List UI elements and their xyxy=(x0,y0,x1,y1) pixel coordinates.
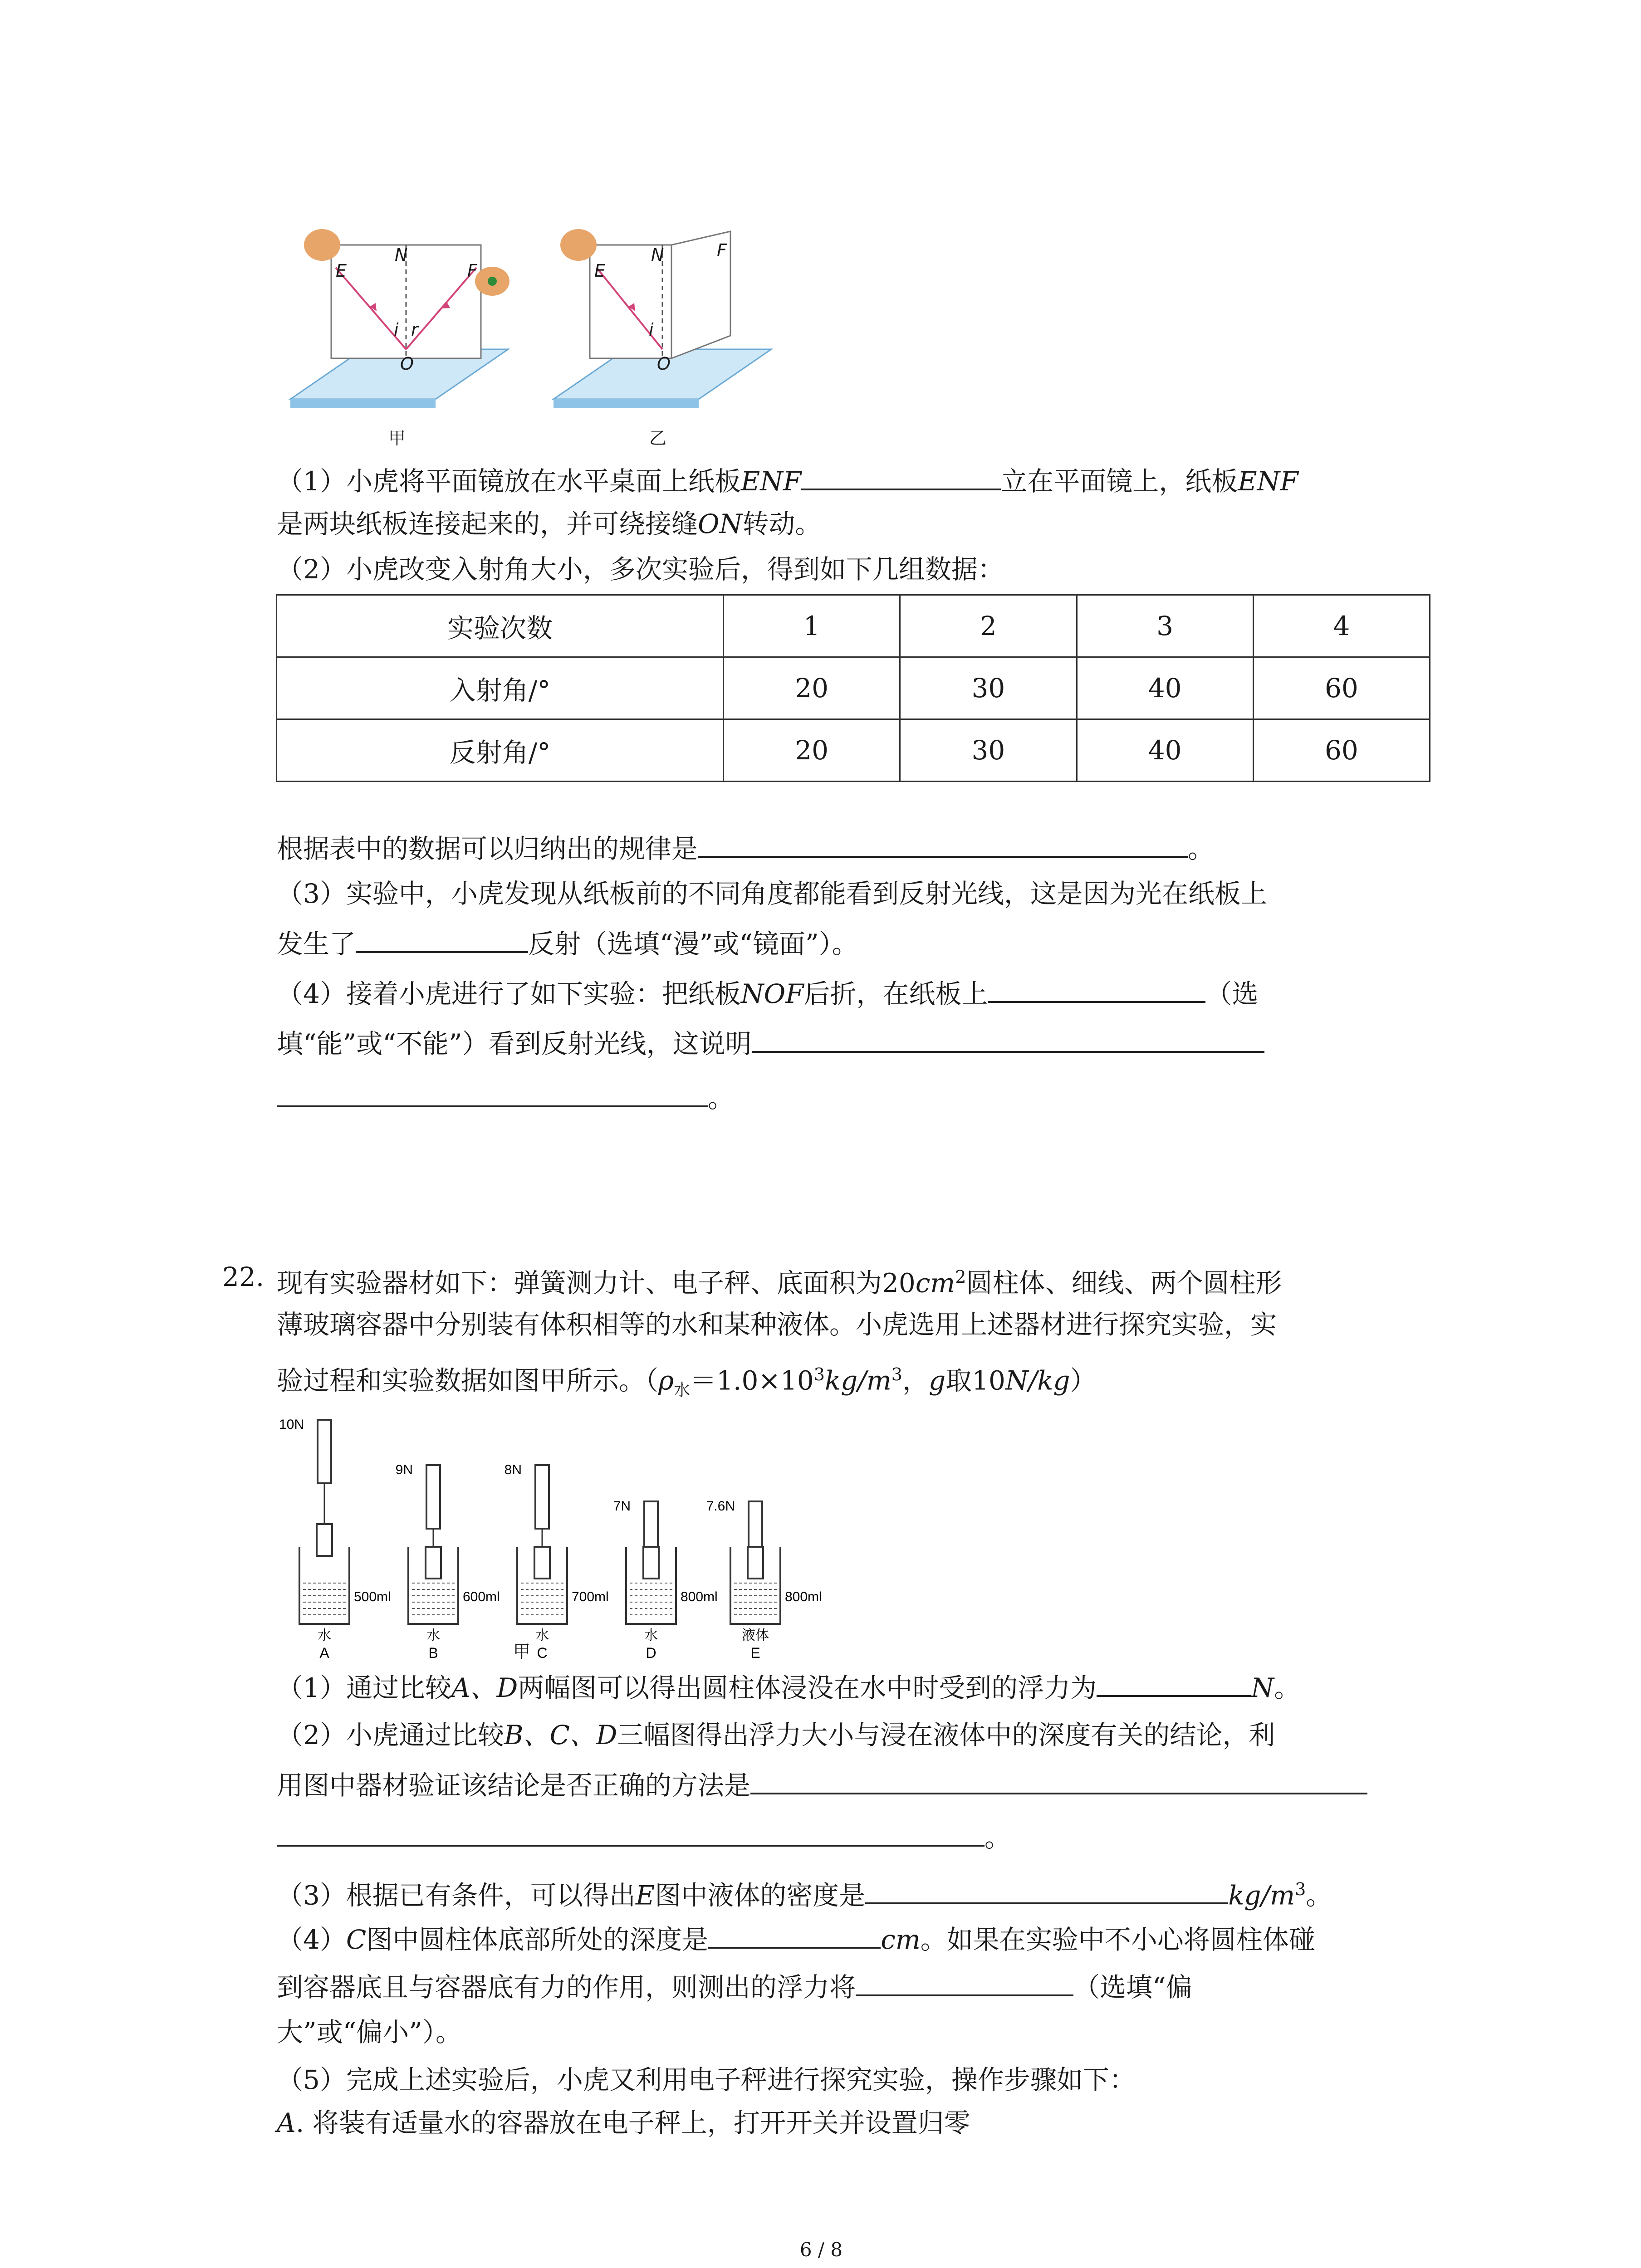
point-E-label: E xyxy=(594,261,606,281)
answer-blank-5-cont[interactable] xyxy=(277,1082,708,1107)
beaker-letter: B xyxy=(428,1645,438,1661)
q21-part4-line3: 。 xyxy=(277,1082,734,1114)
q21-part1-line1: （1）小虎将平面镜放在水平桌面上纸板ENF 立在平面镜上，纸板ENF xyxy=(277,466,1298,497)
volume-reading: 800ml xyxy=(785,1589,822,1604)
point-O-label: O xyxy=(657,354,671,374)
beaker-letter: C xyxy=(537,1645,548,1661)
volume-reading: 600ml xyxy=(463,1589,500,1604)
page-number: 6 / 8 xyxy=(799,2239,843,2261)
table-cell: 60 xyxy=(1253,657,1430,719)
force-reading: 10N xyxy=(279,1417,304,1432)
q22-part2-line3: 。 xyxy=(277,1821,1011,1853)
angle-i-label: i xyxy=(649,320,654,340)
force-reading: 8N xyxy=(504,1462,522,1477)
q22-part5: （5）完成上述实验后，小虎又利用电子秤进行探究实验，操作步骤如下： xyxy=(277,2064,1136,2095)
liquid-label: 液体 xyxy=(742,1628,769,1643)
table-cell: 实验次数 xyxy=(277,595,724,657)
table-cell: 30 xyxy=(900,719,1077,782)
table-cell: 30 xyxy=(900,657,1077,719)
q22-intro-line1: 现有实验器材如下：弹簧测力计、电子秤、底面积为$20cm^2$圆柱体、细线、两个圆柱形 xyxy=(277,1267,1282,1299)
spring-scale-icon xyxy=(535,1465,549,1529)
volume-reading: 800ml xyxy=(681,1589,718,1604)
table-cell: 40 xyxy=(1077,719,1253,782)
cylinder-icon xyxy=(534,1547,550,1579)
table-cell: 2 xyxy=(900,595,1077,657)
point-N-label: N xyxy=(395,245,408,265)
answer-blank-6[interactable] xyxy=(1097,1672,1251,1697)
answer-blank-3[interactable] xyxy=(356,928,528,953)
buoyancy-experiment-figure xyxy=(272,1411,826,1665)
q22-intro-line2: 薄玻璃容器中分别装有体积相等的水和某种液体。小虎选用上述器材进行探究实验，实 xyxy=(277,1309,1277,1340)
answer-blank-5[interactable] xyxy=(752,1027,1264,1053)
answer-blank-9[interactable] xyxy=(708,1923,881,1949)
table-cell: 1 xyxy=(724,595,900,657)
beaker-icon xyxy=(299,1547,349,1624)
cylinder-icon xyxy=(426,1547,441,1579)
table-header-row xyxy=(277,595,1430,657)
table-cell: 4 xyxy=(1253,595,1430,657)
spring-scale-icon xyxy=(426,1465,440,1529)
liquid-label: 水 xyxy=(318,1628,331,1643)
q22-number: 22. xyxy=(222,1261,265,1292)
beaker-diagram xyxy=(272,1411,826,1665)
q21-part3-line1: （3）实验中，小虎发现从纸板前的不同角度都能看到反射光线，这是因为光在纸板上 xyxy=(277,878,1267,909)
liquid-label: 水 xyxy=(426,1628,440,1643)
table-cell: 60 xyxy=(1253,719,1430,782)
mirror-figure-yi xyxy=(535,218,789,417)
beaker-letter: A xyxy=(319,1645,329,1661)
angle-r-label: r xyxy=(411,320,418,340)
q21-part1-line2: 是两块纸板连接起来的，并可绕接缝ON转动。 xyxy=(277,508,822,539)
beaker-letter: E xyxy=(750,1645,760,1661)
answer-blank-10[interactable] xyxy=(856,1971,1073,1996)
q22-part4-line2: 到容器底且与容器底有力的作用，则测出的浮力将 （选填“偏 xyxy=(277,1972,1192,2003)
answer-blank-1[interactable] xyxy=(801,465,1001,490)
table-cell: 3 xyxy=(1077,595,1253,657)
point-F-label: F xyxy=(717,240,727,260)
table-cell: 20 xyxy=(724,719,900,782)
q22-part4-line1: （4）C图中圆柱体底部所处的深度是 cm。如果在实验中不小心将圆柱体碰 xyxy=(277,1924,1315,1955)
cylinder-icon xyxy=(643,1547,659,1579)
table-cell: 入射角/° xyxy=(277,657,724,719)
table-cell: 20 xyxy=(724,657,900,719)
angle-i-label: i xyxy=(394,320,399,340)
figure-caption-jia: 甲 xyxy=(513,1642,530,1662)
q22-part2-line1: （2）小虎通过比较B、C、D三幅图得出浮力大小与浸在液体中的深度有关的结论，利 xyxy=(277,1720,1275,1750)
force-reading: 7N xyxy=(613,1499,631,1514)
force-reading: 9N xyxy=(395,1462,413,1477)
q22-intro-line3: 验过程和实验数据如图甲所示。（$\rho_水=1.0\times 10^3kg/m^3$，g取10N/kg） xyxy=(277,1364,1097,1399)
answer-blank-2[interactable] xyxy=(698,832,1188,858)
q22-part2-line2: 用图中器材验证该结论是否正确的方法是 xyxy=(277,1769,1367,1801)
table-cell: 反射角/° xyxy=(277,719,724,782)
q21-conclusion-line: 根据表中的数据可以归纳出的规律是 。 xyxy=(277,833,1215,864)
q22-part1: （1）通过比较A、D两幅图可以得出圆柱体浸没在水中时受到的浮力为 N。 xyxy=(277,1672,1301,1703)
point-N-label: N xyxy=(651,245,664,265)
liquid-label: 水 xyxy=(535,1628,549,1643)
volume-reading: 700ml xyxy=(572,1589,609,1604)
reflection-data-table xyxy=(276,594,1430,782)
answer-blank-4[interactable] xyxy=(988,978,1205,1003)
point-F-label: F xyxy=(467,261,477,281)
table-row xyxy=(277,719,1430,782)
q22-part3: （3）根据已有条件，可以得出E图中液体的密度是 $kg/m^3$。 xyxy=(277,1879,1332,1911)
figure-label-jia: 甲 xyxy=(388,428,406,448)
volume-reading: 500ml xyxy=(354,1589,391,1604)
q21-part2-intro: （2）小虎改变入射角大小，多次实验后，得到如下几组数据： xyxy=(277,554,1004,585)
spring-scale-icon xyxy=(318,1420,331,1483)
figure-label-yi: 乙 xyxy=(649,428,666,448)
q21-part4-line2: 填“能”或“不能”）看到反射光线，这说明 xyxy=(277,1027,1264,1060)
force-reading: 7.6N xyxy=(706,1499,735,1514)
cylinder-icon xyxy=(748,1547,763,1579)
q22-part5-stepA: A. 将装有适量水的容器放在电子秤上，打开开关并设置归零 xyxy=(277,2107,970,2138)
cylinder-icon xyxy=(317,1524,332,1556)
q22-part4-line3: 大”或“偏小”）。 xyxy=(277,2017,462,2048)
q21-part4-line1: （4）接着小虎进行了如下实验：把纸板NOF后折，在纸板上 （选 xyxy=(277,978,1259,1009)
beaker-letter: D xyxy=(646,1645,656,1661)
answer-blank-7-cont[interactable] xyxy=(277,1821,985,1847)
table-row xyxy=(277,657,1430,719)
mirror-figure-jia xyxy=(272,218,526,417)
point-O-label: O xyxy=(400,354,414,374)
liquid-label: 水 xyxy=(644,1628,658,1643)
point-E-label: E xyxy=(336,261,347,281)
answer-blank-8[interactable] xyxy=(865,1879,1228,1904)
answer-blank-7[interactable] xyxy=(750,1769,1367,1794)
table-cell: 40 xyxy=(1077,657,1253,719)
q21-part3-line2: 发生了 反射（选填“漫”或“镜面”）。 xyxy=(277,929,858,959)
